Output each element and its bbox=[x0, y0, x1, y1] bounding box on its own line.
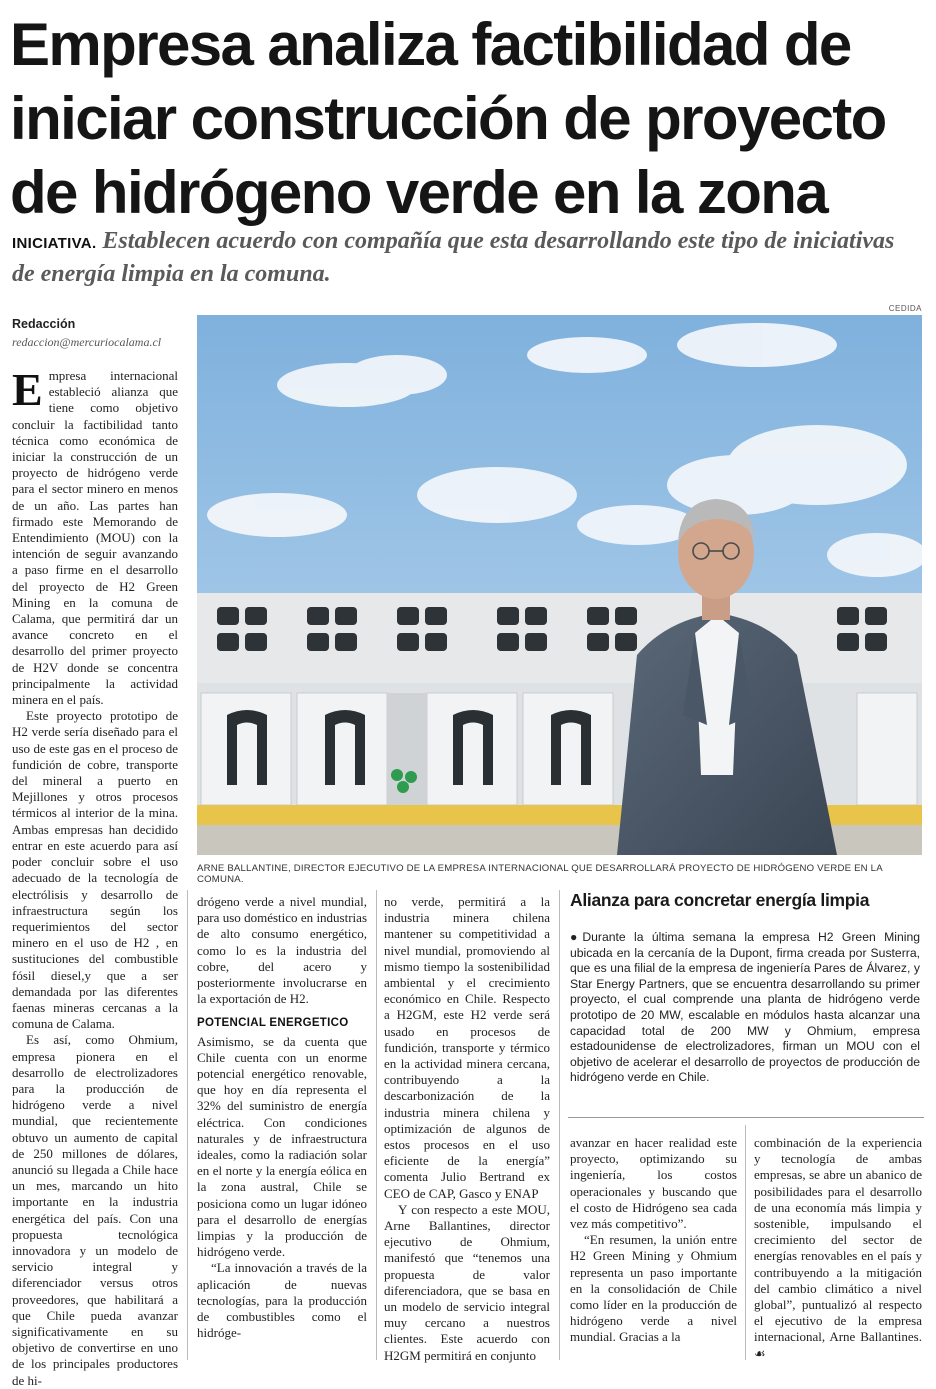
column-rule bbox=[559, 890, 560, 1360]
col2-paragraph-2: Asimismo, se da cuenta que Chile cuenta con un enorme potencial energético renovable, que hoy en día representa el 32% del suministro de energía eléctrica. Con condiciones naturales y de infraestructura ideales, como la radiación solar en el norte y la energía eólica en la zona austral, Chile se posiciona como un lugar idóneo para el desarrollo de energías limpias y la producción de hidrógeno verde. bbox=[197, 1033, 367, 1260]
col4-paragraph-1: avanzar en hacer realidad este proyecto, optimizando su ingeniería, los costos operacionales y buscando que el costo de Hidrógeno sea cada vez más competitivo”. bbox=[570, 1135, 737, 1232]
article-column-2 bbox=[197, 894, 367, 1341]
photo-caption: ARNE BALLANTINE, DIRECTOR EJECUTIVO DE LA EMPRESA INTERNACIONAL QUE DESARROLLARÁ PROYECTO DE HIDRÓGENO VERDE EN LA COMUNA. bbox=[197, 863, 883, 885]
column-rule bbox=[745, 1125, 746, 1360]
article-column-4 bbox=[570, 1135, 737, 1346]
article-photo bbox=[197, 315, 922, 855]
col1-paragraph-1: mpresa internacional estableció alianza que tiene como objetivo concluir la factibilidad tanto técnica como económica de iniciar la construcción de un proyecto de hidrógeno verde para el sector minero en menos de un año. Las partes han firmado este Memorando de Entendimiento (MOU) con la intención de seguir avanzando a paso firme en el desarrollo del proyecto de H2 Green Mining en la comuna de Calama, que permitirá dar un avance concreto en el desarrollo del primer proyecto de H2V donde se concentra principalmente la actividad minera en el país. bbox=[12, 368, 178, 708]
photo-credit: CEDIDA bbox=[888, 304, 922, 313]
col2-paragraph-3: “La innovación a través de la aplicación de nuevas tecnologías, para la producción de combustibles como el hidróge- bbox=[197, 1260, 367, 1341]
deck bbox=[12, 226, 922, 289]
article-column-1 bbox=[12, 364, 178, 1389]
box-divider bbox=[568, 1117, 924, 1118]
headline: Empresa analiza factibilidad de iniciar construcción de proyecto de hidrógeno verde en la zona bbox=[10, 11, 886, 226]
column-rule bbox=[376, 890, 377, 1360]
deck-text: Establecen acuerdo con compañía que esta desarrollando este tipo de iniciativas de energía limpia en la comuna. bbox=[12, 228, 895, 287]
col2-paragraph-1: drógeno verde a nivel mundial, para uso doméstico en industrias de alto consumo energético, como lo es la industria del cobre, del acero y posteriormente involucrarse en la exportación de H2. bbox=[197, 894, 367, 1007]
col3-paragraph-1: no verde, permitirá a la industria minera chilena mantener su competitividad a nivel mundial, promoviendo al mismo tiempo la sostenibilidad ambiental y el crecimiento económico en Chile. Respecto a H2GM, este H2 verde será usado en procesos de fundición, transporte y térmico en la actividad minera cercana, contribuyendo a la descarbonización de la industria minera chilena y optimización de algunos de estos procesos en el uso eficiente de la energía” comenta Julio Bertrand ex CEO de CAP, Gasco y ENAP bbox=[384, 894, 550, 1201]
box-title: Alianza para concretar energía limpia bbox=[570, 890, 870, 910]
box-body: ●Durante la última semana la empresa H2 Green Mining ubicada en la cercanía de la Dupont, firma creada por Susterra, que es una filial de la empresa de ingeniería Pares de Álvarez, y Star Energy Partners, que se encuentra desarrollando su primer proyecto, el cual comprende una planta de hidrógeno verde prototipo de 20 MW, escalable en módulos hasta alcanzar una capacidad total de 200 MW y Ohmium, empresa estadounidense de electrolizadores, firman un MOU con el objetivo de acelerar el desarrollo de proyectos de producción de hidrógeno verde en Chile. bbox=[570, 930, 920, 1085]
col3-paragraph-2: Y con respecto a este MOU, Arne Ballantines, director ejecutivo de Ohmium, manifestó que “tenemos una propuesta de valor diferenciadora, que se basa en un modelo de servicio integral muy cercano a nuestros clientes. Este acuerdo con H2GM permitirá en conjunto bbox=[384, 1201, 550, 1363]
col1-paragraph-2: Este proyecto prototipo de H2 verde sería diseñado para el uso de este gas en el proceso de fundición de cobre, transporte del mineral a puerto en Mejillones y otros procesos térmicos al interior de la mina. Ambas empresas han decidido entrar en este acuerdo para así poder concluir sobre el uso adecuado de la tecnología de electrólisis y desarrollo de infraestructura según los requerimientos del sector minero en el uso de H2 , en sustituciones del combustible fósil diesel,y que a ser demandada por las diferentes faenas mineras cercanas a la comuna de Calama. bbox=[12, 708, 178, 1032]
col5-paragraph-1: combinación de la experiencia y tecnología de ambas empresas, se abre un abanico de posibilidades para el desarrollo de una economía más limpia y sostenible, impulsando el crecimiento del sector de energías renovables en el país y contribuyendo a la mitigación del cambio climático a nivel global”, puntualizó al respecto el ejecutivo de la empresa internacional, Arne Ballantines. ☙ bbox=[754, 1135, 922, 1361]
column-rule bbox=[187, 890, 188, 1360]
article-column-5 bbox=[754, 1135, 922, 1362]
subhead-potencial: POTENCIAL ENERGETICO bbox=[197, 1017, 349, 1030]
dropcap: E bbox=[12, 364, 43, 415]
deck-tag: INICIATIVA. bbox=[12, 235, 97, 252]
col4-paragraph-2: “En resumen, la unión entre H2 Green Mining y Ohmium representa un paso importante en la consolidación de Chile como líder en la producción de hidrógeno verde a nivel mundial. Gracias a la bbox=[570, 1232, 737, 1345]
col1-paragraph-3: Es así, como Ohmium, empresa pionera en el desarrollo de electrolizadores para la producción de hidrógeno verde a nivel mundial, que recientemente obtuvo un aumento de capital de 250 millones de dólares, anunció su llegada a Chile hace un mes, marcando un hito importante en la industria energética del país. Con una propuesta tecnológica innovadora y un modelo de servicio integral y diferenciador versus otros proveedores, que habilitará a que Chile pueda avanzar significativamente en su objetivo de convertirse en uno de los principales productores de hi- bbox=[12, 1032, 178, 1388]
byline-author: Redacción bbox=[12, 317, 76, 331]
byline-email: redaccion@mercuriocalama.cl bbox=[12, 335, 162, 349]
article-column-3 bbox=[384, 894, 550, 1364]
